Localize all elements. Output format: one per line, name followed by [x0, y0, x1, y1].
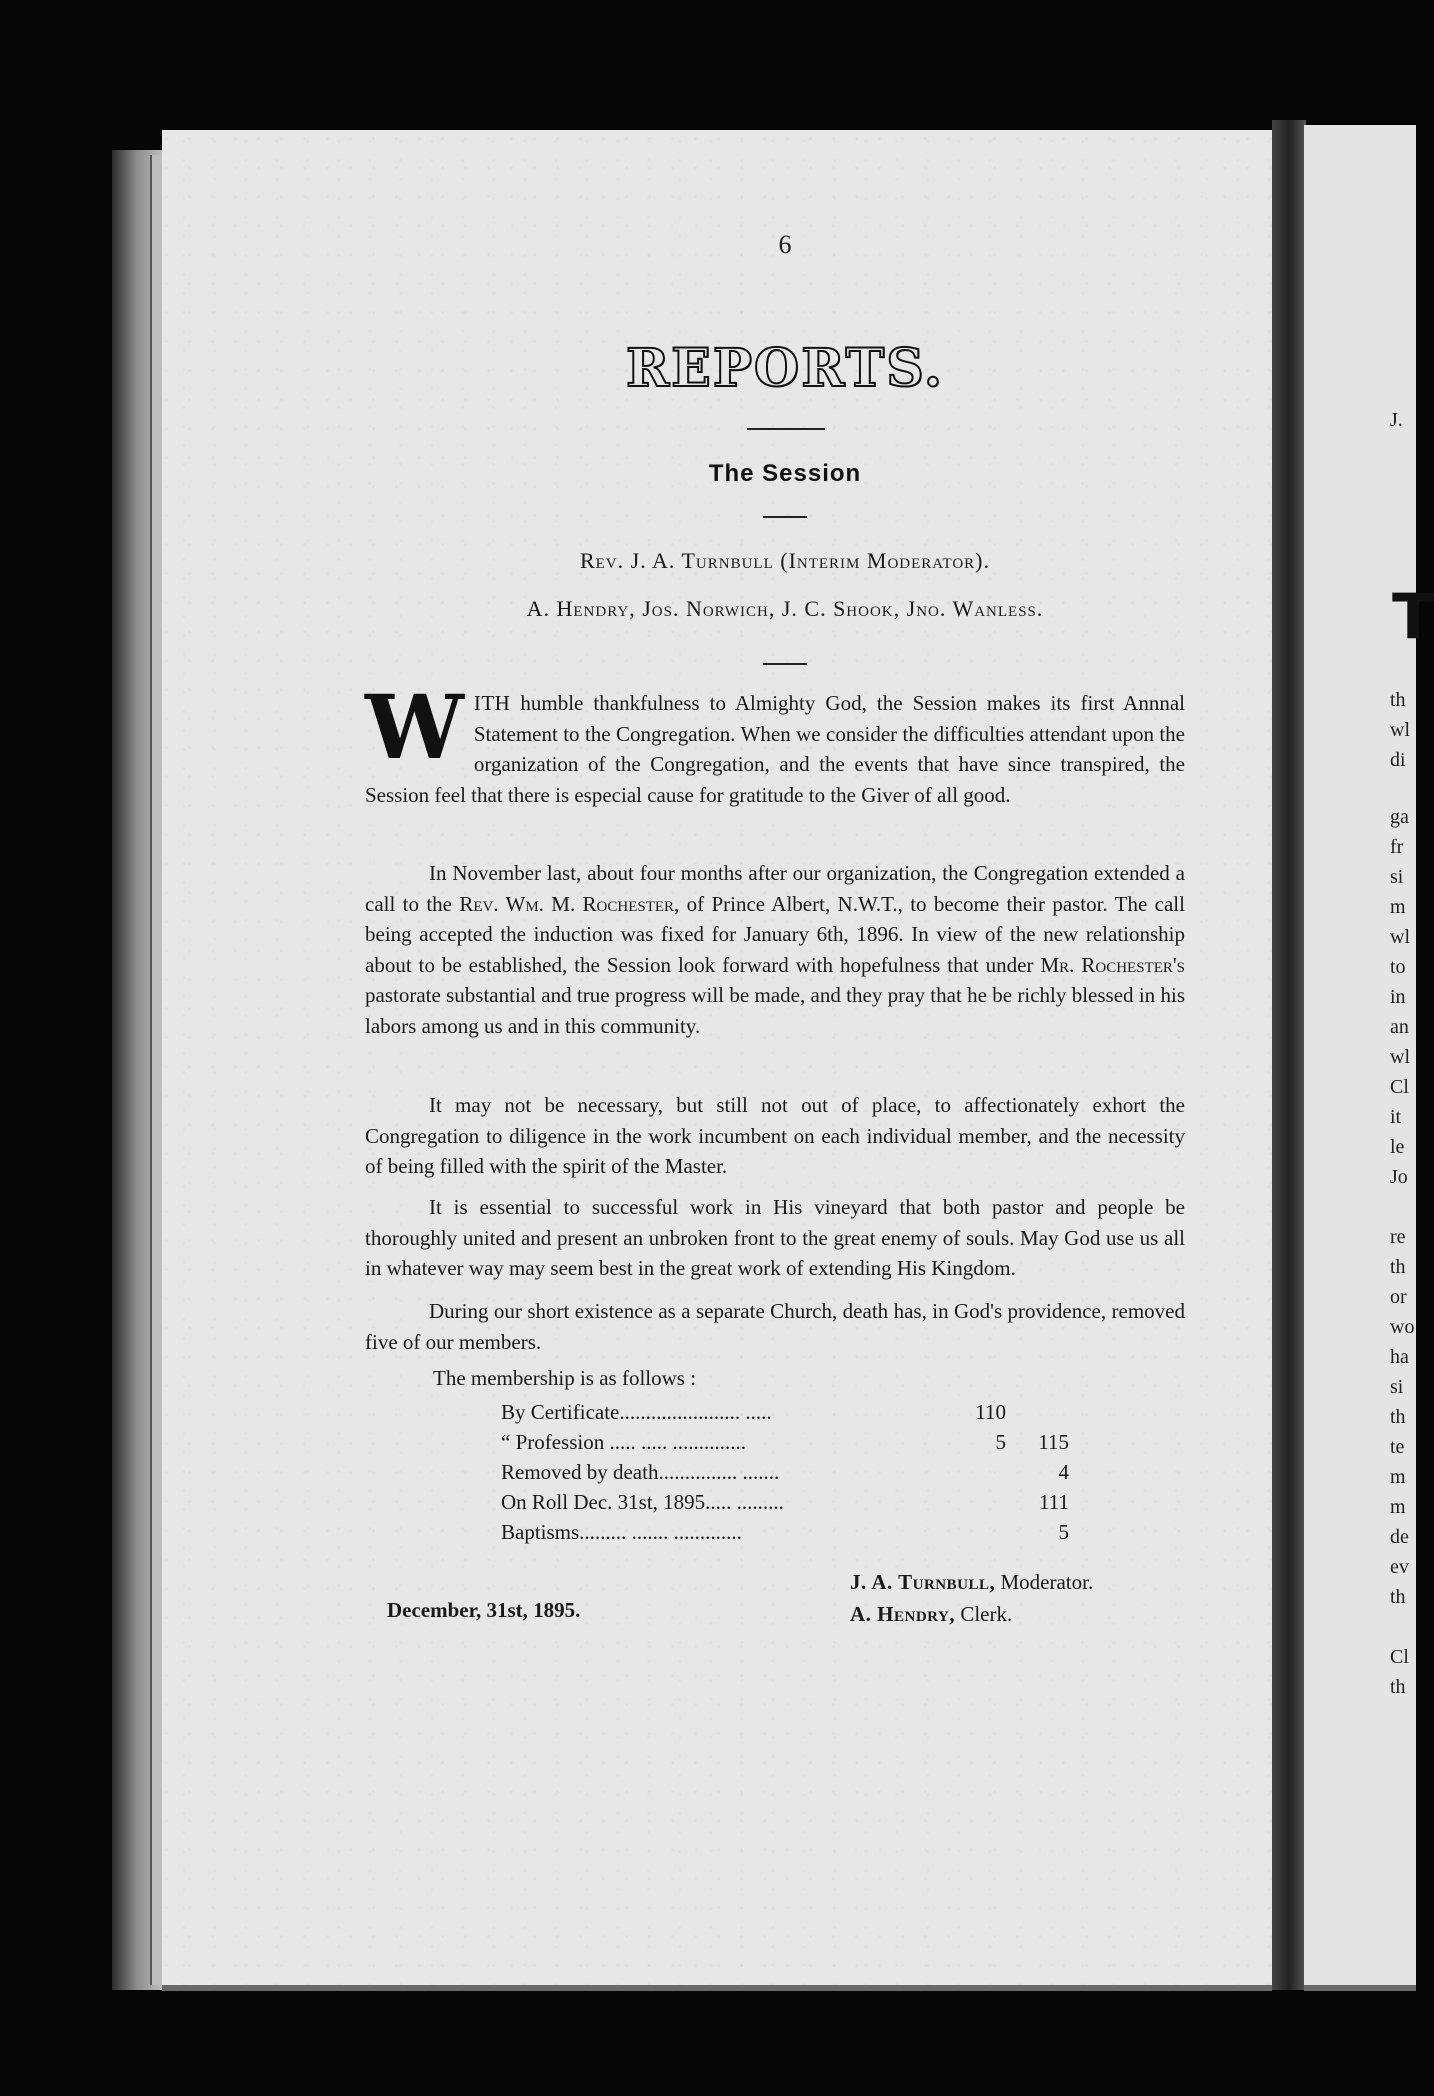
- reports-heading: REPORTS.: [625, 338, 945, 399]
- membership-intro: The membership is as follows :: [433, 1366, 697, 1390]
- right-fragment: si: [1390, 1376, 1404, 1398]
- membership-row: [501, 1460, 1069, 1490]
- right-fragment: Cl: [1390, 1646, 1409, 1668]
- right-fragment: si: [1390, 866, 1404, 888]
- unity-text: It is essential to successful work in His vineyard that both pastor and people be thoroughly united and present an unbroken front to the great enemy of souls. May God use us all in whatever way may seem best in the great work of extending His Kingdom.: [365, 1195, 1185, 1280]
- paragraph-exhort: [365, 1090, 1185, 1182]
- right-fragment: le: [1390, 1136, 1405, 1158]
- opening-text: humble thankfulness to Almighty God, the Session makes its first Annnal Statement to the Congregation. When we consider the difficulties attendant upon the organization of the Congregation, and the events that have since transpired, the Session feel that there is especial cause for gratitude to the Giver of all good.: [365, 691, 1185, 807]
- right-fragment: th: [1390, 1256, 1406, 1278]
- report-date: December, 31st, 1895.: [387, 1598, 581, 1622]
- exhort-text: It may not be necessary, but still not out of place, to affectionately exhort the Congregation to diligence in the work incumbent on each individual member, and the necessity of being filled with the spirit of the Master.: [365, 1093, 1185, 1178]
- rev-name: Rev. Wm. M. Rochester,: [459, 891, 680, 916]
- drop-cap: W: [365, 675, 464, 779]
- divider-rule: [763, 663, 807, 665]
- right-fragment: fr: [1390, 836, 1404, 858]
- right-fragment: it: [1390, 1106, 1402, 1128]
- right-fragment: wl: [1390, 926, 1410, 948]
- right-fragment: J.: [1390, 409, 1403, 431]
- right-fragment: th: [1390, 1676, 1406, 1698]
- moderator-role: Moderator.: [995, 1570, 1094, 1594]
- call-text-a: In November last, about four months after our organization, the Congregation extended a call to the: [365, 861, 1185, 916]
- right-fragment: or: [1390, 1286, 1407, 1308]
- membership-label: By Certificate....................... .....: [501, 1400, 772, 1424]
- membership-total: 115: [1038, 1430, 1069, 1454]
- right-fragment: Jo: [1390, 1166, 1408, 1188]
- membership-total: 111: [1039, 1490, 1069, 1514]
- membership-row: [501, 1430, 1069, 1460]
- divider-rule: [763, 516, 807, 518]
- right-fragment: m: [1390, 1466, 1406, 1488]
- moderator-name: J. A. Turnbull,: [850, 1570, 996, 1594]
- right-fragment: re: [1390, 1226, 1406, 1248]
- right-fragment: de: [1390, 1526, 1409, 1548]
- right-fragment: ev: [1390, 1556, 1409, 1578]
- mr-name: Mr. Rochester's: [1040, 952, 1185, 977]
- right-fragment: te: [1390, 1436, 1405, 1458]
- right-fragment: th: [1390, 689, 1406, 711]
- left-page: [162, 130, 1272, 1991]
- moderator-signature: [850, 1570, 1093, 1595]
- clerk-name: A. Hendry,: [850, 1602, 956, 1626]
- paragraph-opening: [365, 675, 1185, 810]
- call-text-b: of Prince Albert, N.W.T., to become their pastor. The call being accepted the induction was fixed for January 6th, 1896. In view of the new relationship about to be established, the Session look forward with hopefulness that under: [365, 891, 1185, 977]
- opening-lead-word: ITH: [473, 691, 511, 715]
- paragraph-unity: [365, 1192, 1185, 1284]
- membership-label: “ Profession ..... ..... ..............: [501, 1430, 746, 1454]
- membership-label: On Roll Dec. 31st, 1895..... .........: [501, 1490, 784, 1514]
- membership-value: 110: [975, 1400, 1006, 1424]
- right-fragment: wl: [1390, 1046, 1410, 1068]
- divider-rule: [747, 428, 825, 430]
- moderator-line: Rev. J. A. Turnbull (Interim Moderator).: [579, 548, 991, 573]
- membership-row: [501, 1400, 1061, 1430]
- right-fragment: Cl: [1390, 1076, 1409, 1098]
- call-text-c: pastorate substantial and true progress will be made, and they pray that he be richly blessed in his labors among us and in this community.: [365, 983, 1185, 1038]
- right-fragment: to: [1390, 956, 1406, 978]
- right-fragment: wo: [1390, 1316, 1415, 1338]
- membership-row: [501, 1490, 1069, 1520]
- membership-label: Removed by death............... .......: [501, 1460, 780, 1484]
- right-fragment: ha: [1390, 1346, 1409, 1368]
- right-fragment: m: [1390, 1496, 1406, 1518]
- section-title: The Session: [708, 460, 862, 487]
- clerk-role: Clerk.: [955, 1602, 1013, 1626]
- right-fragment: di: [1390, 749, 1406, 771]
- right-fragment: an: [1390, 1016, 1409, 1038]
- right-fragment: ga: [1390, 806, 1409, 828]
- membership-total: 4: [1058, 1460, 1069, 1484]
- elders-line: A. Hendry, Jos. Norwich, J. C. Shook, Jno. Wanless.: [526, 596, 1044, 621]
- right-fragment: wl: [1390, 719, 1410, 741]
- right-fragment: th: [1390, 1586, 1406, 1608]
- page-number: 6: [778, 230, 792, 259]
- clerk-signature: [850, 1602, 1012, 1627]
- membership-value: 5: [995, 1430, 1006, 1454]
- paragraph-call: [365, 858, 1185, 1041]
- right-fragment: in: [1390, 986, 1406, 1008]
- right-fragment: th: [1390, 1406, 1406, 1428]
- membership-total: 5: [1058, 1520, 1069, 1544]
- paragraph-deaths: [365, 1296, 1185, 1357]
- right-fragment: m: [1390, 896, 1406, 918]
- book-gutter: [1272, 120, 1306, 1990]
- membership-label: Baptisms......... ....... .............: [501, 1520, 742, 1544]
- right-fragment-drop-cap: T: [1392, 580, 1434, 653]
- membership-row: [501, 1520, 1069, 1550]
- deaths-text: During our short existence as a separate Church, death has, in God's providence, removed five of our members.: [365, 1299, 1185, 1354]
